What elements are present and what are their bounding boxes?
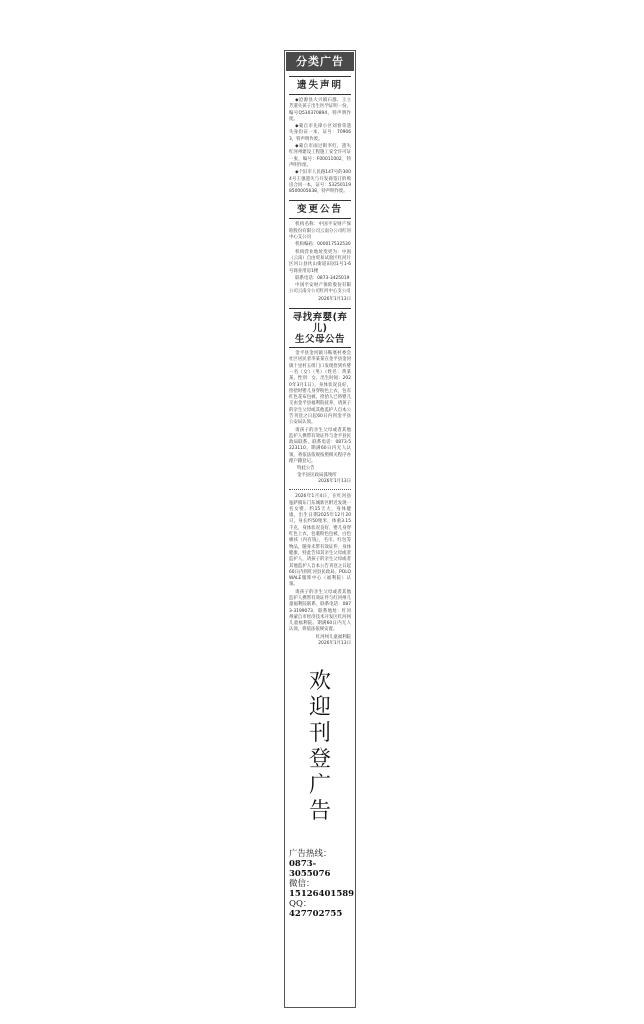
welcome-char: 告 bbox=[308, 799, 331, 825]
foundling-notice-title bbox=[289, 308, 351, 348]
foundling-signer-2: 红河州儿童福利院 bbox=[315, 634, 351, 640]
change-notice-signer: 中国平安财产保险股份有限公司云南分公司红河中心支公司 bbox=[289, 283, 351, 295]
qq-number: 427702755 bbox=[289, 909, 343, 920]
classified-ad-banner: 分类广告 bbox=[286, 52, 354, 71]
lost-notice-item: ◆沧源县大兴镇石群，王立芳遗失孩子出生医学证明一份，编号Q530370894，特声明作废。 bbox=[289, 98, 351, 122]
foundling-date: 2026年1月13日 bbox=[318, 478, 351, 484]
qq-label: QQ： bbox=[289, 899, 312, 910]
foundling-special: 特此公告 bbox=[297, 466, 315, 472]
change-notice-title: 变更公告 bbox=[289, 200, 351, 219]
lost-notice-item: ◆蒙自市雨过街李红，遗失红河州建设工程施工安全许可证一张，编号：F00011002，特声明作废。 bbox=[289, 144, 351, 168]
foundling-para: 2026年1月4日，在红河县迤萨镇东门东城新区附近发现一名女婴，约15天大，身体健康，出生日期2025年12月20日，身长约50厘米，体重3.15千克，身体状况良好，婴儿身穿红色上衣，包裹粉色包被，白色棉袄（内有钱），毛巾、红包等物品，随身未带有效证件，身体健康，特此告知其亲生父母或者监护人，请孩子的亲生父母或者其他监护人自本公告刊登之日起60日内到红河县民政局，POLOWALE服饰中心（福利院）认领。 bbox=[289, 494, 351, 588]
foundling-title-line2: 生父母公告 bbox=[294, 334, 345, 346]
foundling-para: 金平县金河镇马鞍底村委会社区居民者李某某在金平县金河镇十里村五组门口发现捡到弃婴一名（女）（男）（姓名：黄某某，性别：女，出生时间：2020年3月1日），身体状况良好，捡拾时婴儿身穿粉色上衣，包有红色花布包被。捡拾人已将婴儿交由金平县福利院抚养，请孩子的亲生父母或其他监护人自本公告刊登之日起60日内到金平县公安局认领。 bbox=[289, 351, 351, 426]
change-notice-para: 机构名称：中国平安财产保险股份有限公司云南分公司红河中心支公司 bbox=[289, 222, 351, 241]
welcome-char: 登 bbox=[308, 747, 331, 773]
hotline-number: 0873-3055076 bbox=[289, 859, 331, 880]
lost-notice-item: ◆个旧市人民路147号的3004号王强遗失与开发商签订的购房合同一本，证号：532501198500005638，特声明作废。 bbox=[289, 170, 351, 195]
lost-notice-item: ◆蒙自市先锋小区刘春荣遗失身份证一本，证号：709063，特声明作废。 bbox=[289, 124, 351, 142]
foundling-signer: 金平县民政局孤残所 bbox=[297, 472, 337, 478]
foundling-para: 请孩子的亲生父母或者其他监护人携带有效证件与金平县民政局联系，联系电话：0873-5223110。期满60日内无人认领，将依法依规按照相关程序办理户籍登记。 bbox=[289, 427, 351, 465]
change-notice-date: 2026年1月13日 bbox=[318, 296, 351, 302]
foundling-notice-body-2 bbox=[285, 494, 355, 647]
hotline-label: 广告热线： bbox=[289, 849, 332, 860]
foundling-para: 请孩子的亲生父母或者其他监护人携带有效证件与红河州儿童福利院联系，联系电话：0873-3199073，联系地址：红河州蒙自市经济技术开发区红河州儿童福利院。期满60日内无人认领，将依法依规安置。 bbox=[289, 589, 351, 633]
change-notice-para: 机构编码：000017532530 bbox=[295, 242, 351, 248]
welcome-char: 欢 bbox=[308, 669, 331, 695]
wechat-label: 微信： bbox=[289, 879, 315, 890]
wechat-number: 15126401589 bbox=[289, 889, 355, 900]
lost-notice-title: 遗失声明 bbox=[289, 76, 351, 95]
notice-divider bbox=[289, 489, 351, 490]
foundling-date-2: 2026年1月13日 bbox=[318, 641, 351, 647]
welcome-slogan bbox=[285, 669, 355, 825]
welcome-char: 广 bbox=[308, 773, 331, 799]
classified-ad-column bbox=[284, 50, 356, 1008]
welcome-char: 迎 bbox=[308, 695, 331, 721]
lost-notice-list bbox=[285, 98, 355, 195]
welcome-char: 刊 bbox=[308, 721, 331, 747]
change-notice-body bbox=[285, 222, 355, 303]
foundling-title-line1: 寻找弃婴(弃儿) bbox=[292, 312, 348, 335]
contact-info bbox=[285, 849, 355, 919]
foundling-notice-body bbox=[285, 351, 355, 485]
change-notice-para: 机构营业地址变更为：中国（云南）自由贸易试验区红河片区河口县伙山街道田园1号1-6号商业用房1楼 bbox=[289, 249, 351, 274]
change-notice-para: 联系电话：0873-3425019 bbox=[295, 275, 350, 281]
